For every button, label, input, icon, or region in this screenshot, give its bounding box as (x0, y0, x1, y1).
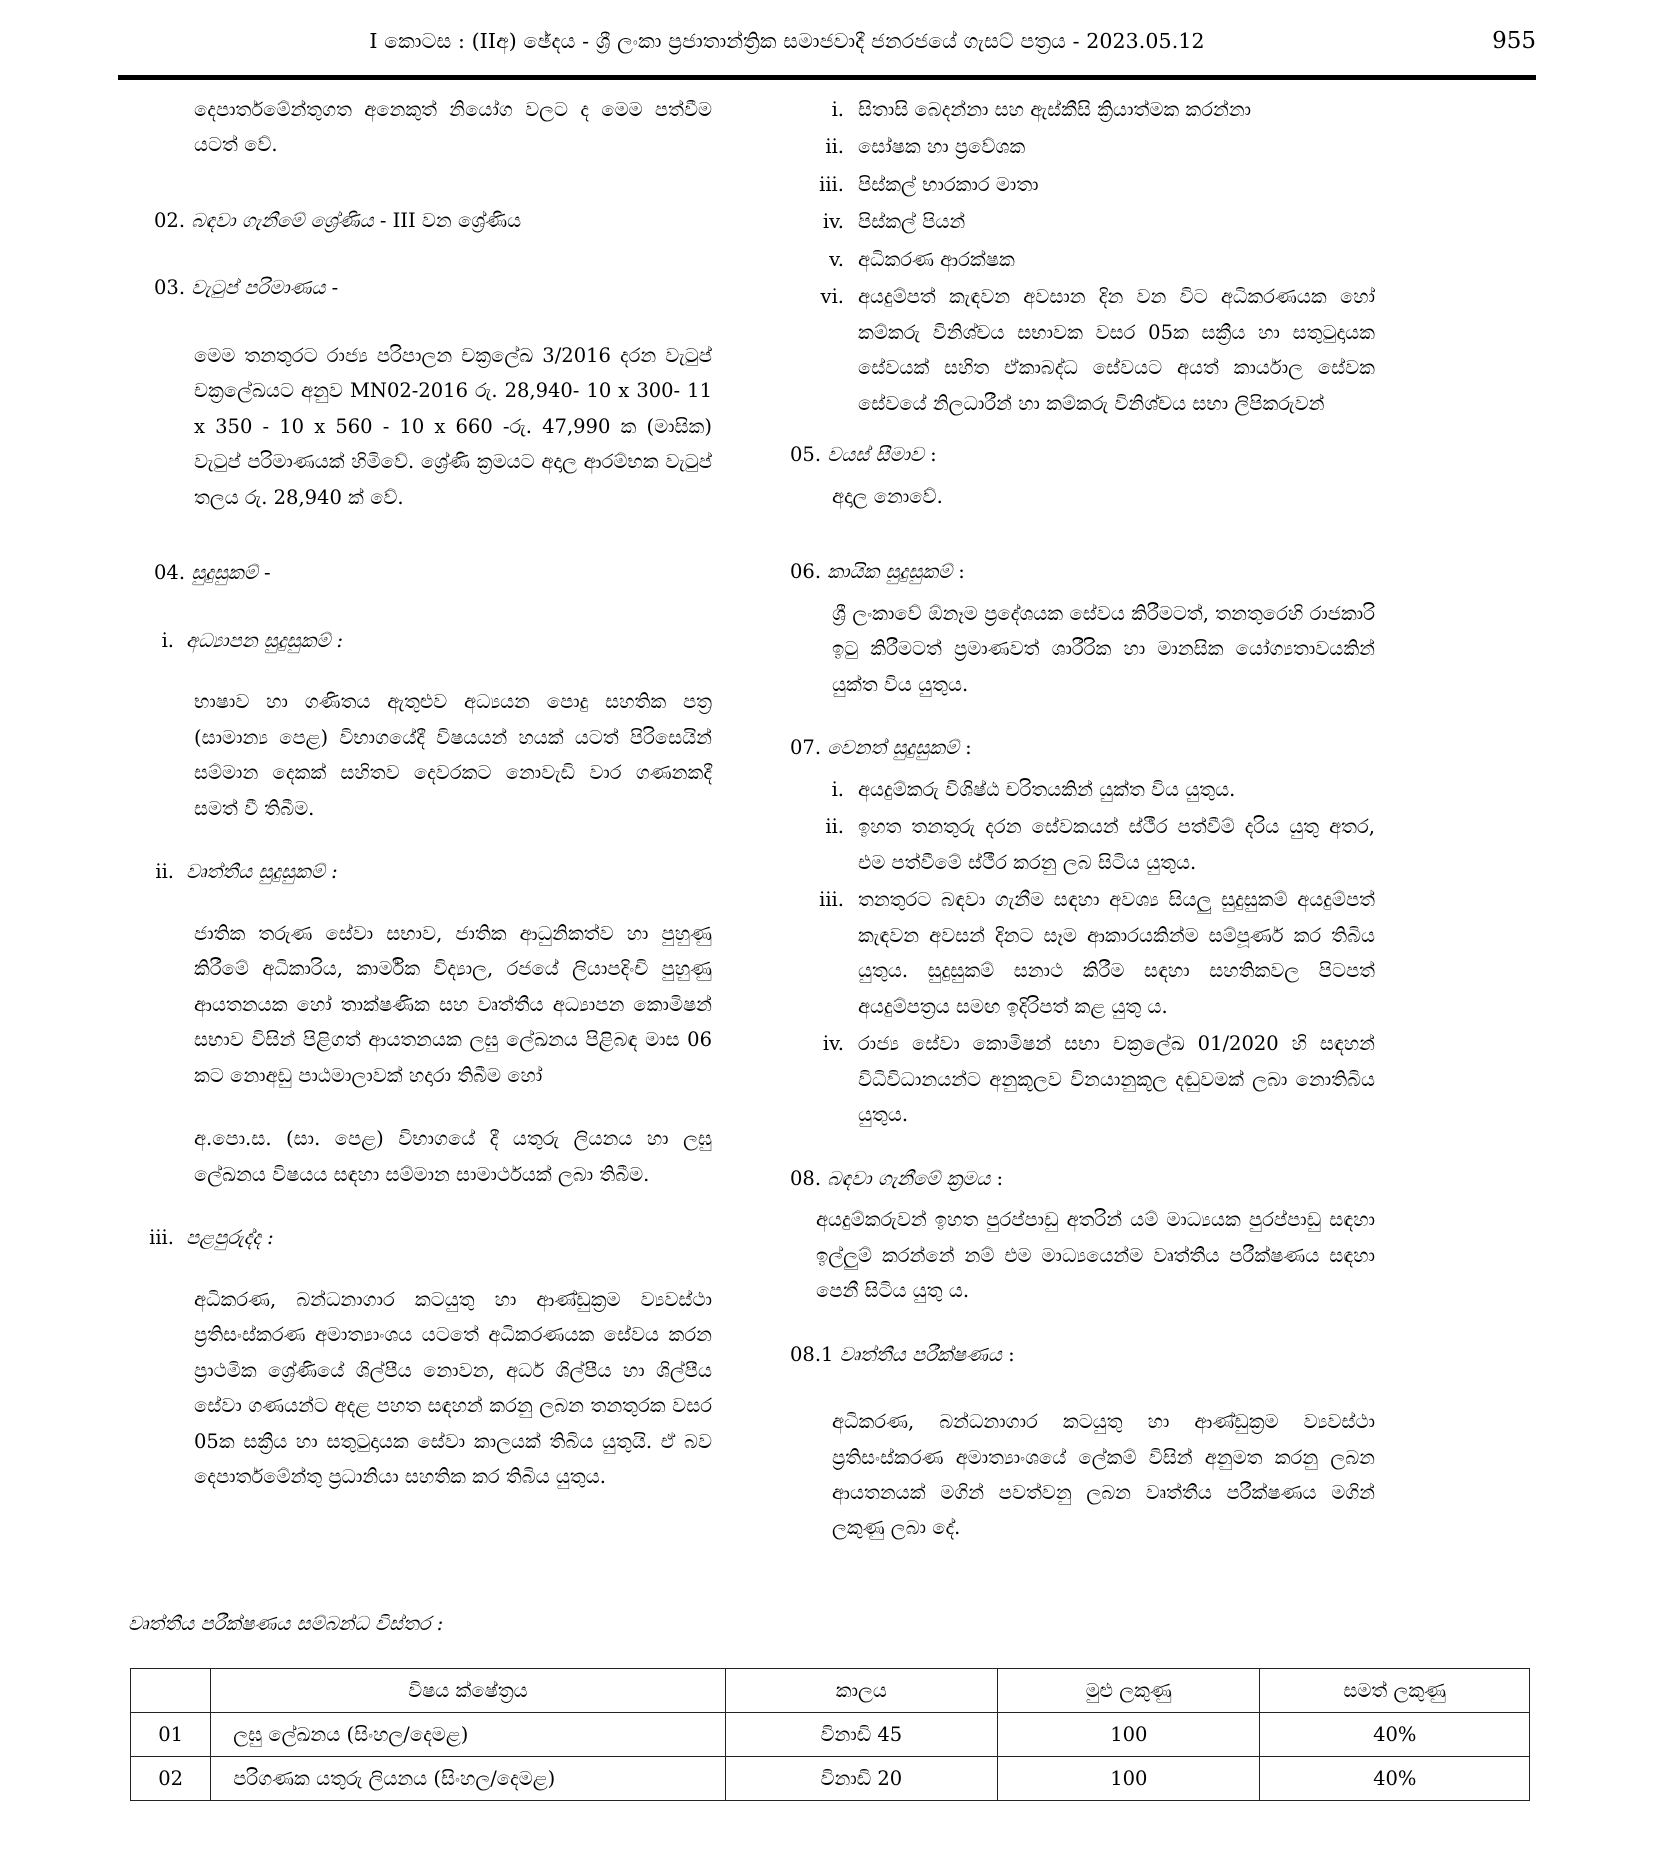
qualification-body-professional-alt: අ.පො.ස. (සා. පෙළ) විභාගයේ දී යතුරු ලියනය හා ලඝු ලේඛනය විෂයය සඳහා සම්මාන සාමාර්ථයක් ලබා තිබීම. (194, 1127, 712, 1186)
section-04-number: 04. (154, 561, 186, 585)
cell-duration: විනාඩි 45 (725, 1713, 998, 1757)
exam-details-table (130, 1668, 1530, 1801)
section-05-title: වයස් සීමාව (827, 443, 924, 467)
spacer (132, 1107, 712, 1121)
spacer (132, 529, 712, 555)
section-06-heading (790, 554, 1375, 589)
list-marker: ii. (825, 135, 844, 159)
cell-no: 01 (131, 1713, 211, 1757)
section-03-heading (132, 270, 712, 305)
section-08-1-colon: : (1008, 1342, 1015, 1366)
qualifications-list-professional (132, 854, 712, 889)
section-02-heading (132, 203, 712, 238)
list-marker: iii. (819, 888, 844, 912)
cell-pass-marks: 40% (1260, 1757, 1530, 1801)
list-marker: vi. (820, 285, 844, 309)
list-item-text: අයදුම්කරු විශිෂ්ඨ චරිතයකින් යුක්ත විය යුතුය. (858, 777, 1236, 801)
qualification-body-experience: අධිකරණ, බන්ධනාගාර කටයුතු හා ආණ්ඩුක්‍රම ව්‍යවස්ථා ප්‍රතිසංස්කරණ අමාත්‍යාංශය යටතේ අධිකරණයක සේවය කරන ප්‍රාථමික ශ්‍රේණියේ ශිල්පීය නොවන, අර්ධ ශිල්පීය හා ශිල්පීය සේවා ගණයන්ට අදළ පහත සඳහන් කරනු ලබන තනතුරක වසර 05ක සක්‍රීය හා සතුටුදායක සේවා කාලයක් තිබිය යුතුයි. ඒ බව දෙපාර්තමේන්තු ප්‍රධානියා සහතික කර තිබිය යුතුය. (194, 1287, 712, 1489)
list-marker: ii. (155, 860, 174, 884)
list-item-text: පිස්කල් පියන් (858, 210, 966, 234)
section-02-value: III වන ශ්‍රේණිය (392, 208, 522, 232)
spacer (790, 423, 1375, 437)
page-header (118, 28, 1536, 54)
page-number: 955 (1492, 28, 1536, 54)
spacer (790, 1378, 1375, 1404)
left-column (132, 92, 712, 1509)
spacer (132, 840, 712, 854)
column-header-no (131, 1669, 211, 1713)
qualification-heading-professional: වෘත්තීය සුදුසුකම් : (186, 860, 338, 884)
column-header-subject: විෂය ක්ෂේත්‍රය (211, 1669, 725, 1713)
list-item (790, 772, 1375, 807)
list-item-text: සිතාසි බෙදන්නා සහ ඇස්කීසි ක්‍රියාත්මක කරන්නා (858, 98, 1252, 121)
table-header-row (131, 1669, 1530, 1713)
list-marker: ii. (825, 815, 844, 839)
list-marker: i. (161, 628, 174, 652)
section-05-heading (790, 437, 1375, 472)
column-header-duration: කාලය (725, 1669, 998, 1713)
section-07-items (790, 772, 1375, 1133)
qualification-heading-experience: පළපුරුද්ද : (186, 1226, 274, 1250)
cell-subject: ලඝු ලේඛනය (සිංහල/දෙමළ) (211, 1713, 725, 1757)
section-04-dash: - (263, 561, 271, 585)
header-divider (118, 75, 1536, 80)
list-marker: iii. (819, 172, 844, 196)
list-marker: iii. (149, 1226, 174, 1250)
cell-total-marks: 100 (998, 1757, 1260, 1801)
section-08-title: බඳවා ගැනීමේ ක්‍රමය (827, 1166, 991, 1190)
section-07-colon: : (965, 736, 972, 760)
cell-pass-marks: 40% (1260, 1713, 1530, 1757)
spacer (132, 658, 712, 684)
spacer (790, 716, 1375, 730)
experience-posts-list (790, 92, 1375, 421)
section-07-heading (790, 730, 1375, 765)
list-item (790, 809, 1375, 880)
list-item (790, 129, 1375, 164)
section-03-body: මෙම තනතුරට රාජ්‍ය පරිපාලන චක්‍රලේඛ 3/2016 දරන වැටුප් චක්‍රලේඛයට අනුව MN02-2016 රු. 28,940- 10 x 300- 11 x 350 - 10 x 560 - 10 x 660 -රු. 47,990 ක (මාසික) වැටුප් පරිමාණයක් හිමිවේ. ශ්‍රේණි ක්‍රමයට අදාල ආරම්භක වැටුප් තලය රු. 28,940 ක් වේ. (194, 343, 712, 509)
section-08-1-title: වෘත්තීය පරීක්ෂණය (839, 1342, 1002, 1366)
spacer (132, 244, 712, 270)
table-header (131, 1669, 1530, 1713)
qualification-item-professional (132, 854, 712, 889)
section-06-title: කායික සුදුසුකම් (827, 560, 953, 584)
list-item (790, 279, 1375, 421)
qualification-body-professional: ජාතික තරුණ සේවා සභාව, ජාතික ආධුනිකත්ව හා පුහුණු කිරීමේ අධිකාරිය, කාර්මික විද්‍යාල, රජයේ ලියාපදිංචි පුහුණු ආයතනයක හෝ තාක්ෂණික සහ වෘත්තීය අධ්‍යාපන කොමිෂන් සභාව විසින් පිළිගත් ආයතනයක ලඝු ලේඛනය පිළිබඳ මාස 06 කට නොඅඩු පාඨමාලාවක් හදාරා තිබීම හෝ (194, 921, 712, 1087)
qualifications-list (132, 623, 712, 658)
qualification-item-experience (132, 1220, 712, 1255)
list-item (790, 882, 1375, 1024)
list-item-text: සෝෂක හා ප්‍රවේශක (858, 135, 1026, 159)
spacer (790, 1323, 1375, 1337)
section-05-colon: : (930, 443, 937, 467)
qualification-heading-education: අධ්‍යාපන සුදුසුකම් : (186, 628, 344, 652)
section-08-number: 08. (790, 1166, 822, 1190)
section-08-heading (790, 1161, 1375, 1196)
header-title: I කොටස : (IIඅ) ඡේදය - ශ්‍රී ලංකා ප්‍රජාතාන්ත්‍රික සමාජවාදී ජනරජයේ ගැසට් පත්‍රය - 2023.05.12 (369, 29, 1205, 53)
right-column (790, 92, 1375, 1560)
spacer (132, 890, 712, 916)
list-item (790, 204, 1375, 239)
column-header-pass-marks: සමත් ලකුණු (1260, 1669, 1530, 1713)
list-item (790, 242, 1375, 277)
list-item-text: තනතුරට බඳවා ගැනීම සඳහා අවශ්‍ය සියලු සුදුසුකම් අයදුම්පත් කැඳවන අවසන් දිනට සෑම ආකාරයකින්ම සම්පූර්ණ කර තිබිය යුතුය. සුදුසුකම් සනාථ කිරීම සඳහා සහතිකවල පිටපත් අයදුම්පත්‍රය සමඟ ඉදිරිපත් කළ යුතු ය. (858, 888, 1375, 1018)
qualifications-list-experience (132, 1220, 712, 1255)
cell-subject: පරිගණක යතුරු ලියනය (සිංහල/දෙමළ) (211, 1757, 725, 1801)
spacer (132, 597, 712, 623)
cell-duration: විනාඩි 20 (725, 1757, 998, 1801)
column-header-total-marks: මුළු ලකුණු (998, 1669, 1260, 1713)
section-05-number: 05. (790, 443, 822, 467)
section-07-number: 07. (790, 736, 822, 760)
section-03-number: 03. (154, 276, 186, 300)
qualification-item-education (132, 623, 712, 658)
spacer (132, 1256, 712, 1282)
table-body (131, 1713, 1530, 1801)
section-02-number: 02. (154, 208, 186, 232)
section-07-title: වෙනත් සුදුසුකම් (827, 736, 959, 760)
table-caption: වෘත්තීය පරීක්ෂණය සම්බන්ධ විස්තර : (128, 1612, 444, 1635)
section-06-colon: : (958, 560, 965, 584)
section-06-body: ශ්‍රී ලංකාවේ ඕනෑම ප්‍රදේශයක සේවය කිරීමටත්, තනතුරෙහි රාජකාරි ඉටු කිරීමටත් ප්‍රමාණවත් ශාරීරික හා මානසික යෝග්‍යතාවයකින් යුක්ත විය යුතුය. (832, 601, 1375, 696)
intro-paragraph: දෙපාර්තමේන්තුගත අනෙකුත් නියෝග වලට ද මෙම පත්වීම යටත් වේ. (194, 98, 712, 157)
spacer (132, 312, 712, 338)
list-item (790, 167, 1375, 202)
section-04-heading (132, 555, 712, 590)
spacer (132, 177, 712, 203)
list-marker: v. (829, 247, 844, 271)
list-item (790, 1026, 1375, 1132)
section-03-title: වැටුප් පරිමාණය (191, 276, 326, 300)
section-05-body: අදාල නොවේ. (832, 484, 943, 508)
list-marker: i. (831, 98, 844, 121)
list-item-text: රාජ්‍ය සේවා කොමිෂන් සභා චක්‍රලේඛ 01/2020 හි සඳහන් විධිවිධානයන්ට අනුකූලව විනයානුකූල දඬුවමක් ලබා නොතිබිය යුතුය. (858, 1032, 1375, 1127)
list-marker: iv. (822, 1032, 844, 1056)
section-08-1-heading (790, 1337, 1375, 1372)
qualification-body-education: භාෂාව හා ගණිතය ඇතුළුව අධ්‍යයන පොදු සහතික පත්‍ර (සාමාන්‍ය පෙළ) විභාගයේදී විෂයයන් හයක් යටත් පිරිසෙයින් සම්මාන දෙකක් සහිතව දෙවරකට නොවැඩි වාර ගණනකදී සමත් වී තිබීම. (194, 690, 712, 820)
table-row (131, 1757, 1530, 1801)
section-04-title: සුදුසුකම් (191, 561, 258, 585)
spacer (132, 1206, 712, 1220)
section-08-1-body: අධිකරණ, බන්ධනාගාර කටයුතු හා ආණ්ඩුක්‍රම ව්‍යවස්ථා ප්‍රතිසංස්කරණ අමාත්‍යාංශයේ ලේකම් විසින් අනුමත කරනු ලබන ආයතනයක් මගින් පවත්වනු ලබන වෘත්තීය පරීක්ෂණය මගින් ලකුණු ලබා දේ. (832, 1410, 1375, 1540)
section-06-number: 06. (790, 560, 822, 584)
section-08-1-number: 08.1 (790, 1342, 834, 1366)
list-item (790, 92, 1375, 127)
section-08-colon: : (996, 1166, 1004, 1190)
cell-total-marks: 100 (998, 1713, 1260, 1757)
section-02-dash: - (379, 208, 387, 232)
table-row (131, 1713, 1530, 1757)
spacer (790, 528, 1375, 554)
list-item-text: ඉහත තනතුරු දරන සේවකයන් ස්ථීර පත්වීම් දරිය යුතු අතර, එම පත්වීමේ ස්ථීර කරනු ලබ සිටිය යුතුය. (858, 815, 1375, 874)
section-02-title: බඳවා ගැනීමේ ශ්‍රේණිය (191, 208, 374, 232)
list-item-text: පිස්කල් භාරකාර මාතා (858, 172, 1039, 196)
list-item-text: අධිකරණ ආරක්ෂක (858, 247, 1015, 271)
section-03-dash: - (331, 276, 339, 300)
list-marker: i. (831, 777, 844, 801)
list-marker: iv. (822, 210, 844, 234)
spacer (790, 1135, 1375, 1161)
list-item-text: අයදුම්පත් කැඳවන අවසාන දින වන විට අධිකරණයක හෝ කම්කරු විනිශ්චය සභාවක වසර 05ක සක්‍රීය හා සතුටුදායක සේවයක් සහිත ඒකාබද්ධ සේවයට අයත් කාර්යාල සේවක සේවයේ නිලධාරීන් හා කම්කරු විනිශ්චය සභා ලිපිකරුවන් (858, 285, 1375, 415)
section-08-body: අයදුම්කරුවන් ඉහත පුරප්පාඩු අතරින් යම් මාධ්‍යයක පුරප්පාඩු සඳහා ඉල්ලුම් කරන්නේ නම් එම මාධ්‍යයෙන්ම වෘත්තීය පරීක්ෂණය සඳහා පෙනී සිටිය යුතු ය. (816, 1208, 1375, 1303)
cell-no: 02 (131, 1757, 211, 1801)
